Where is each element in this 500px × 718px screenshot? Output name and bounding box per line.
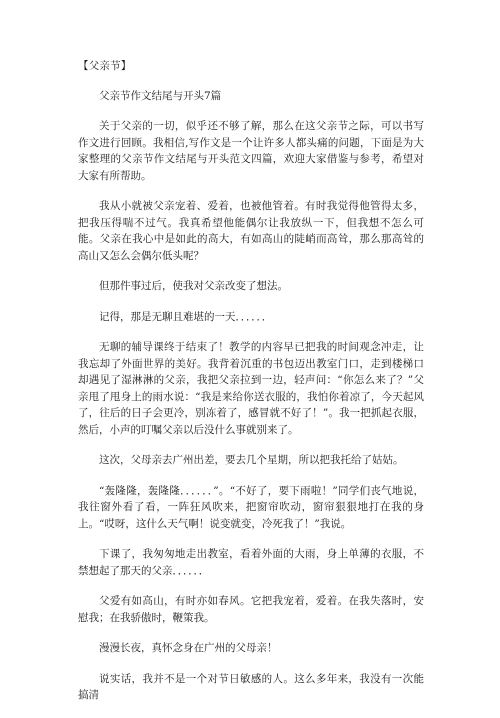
paragraph-intro: 关于父亲的一切，似乎还不够了解，那么在这父亲节之际，可以书写作文进行回顾。我相信,写作文是一个让许多人都头痛的问题，下面是为大家整理的父亲节作文结尾与开头范文四篇，欢迎大家借鉴与参考，希望对大家有所帮助。 xyxy=(78,120,424,182)
document-page xyxy=(78,58,424,718)
paragraph: 但那件事过后，使我对父亲改变了想法。 xyxy=(99,280,288,292)
paragraph: “轰隆隆，轰隆隆．．．．．．”。“不好了，要下雨啦！”同学们丧气地说，我往窗外看了看，一阵狂风吹来，把窗帘吹动，窗帘狠狠地打在我的身上。“哎呀，这什么天气啊！说变就变，冷死我了！”我说。 xyxy=(78,484,424,530)
paragraph: 父爱有如高山，有时亦如春风。它把我宠着，爱着。在我失落时，安慰我；在我骄傲时，鞭策我。 xyxy=(78,595,424,624)
section-tag: 【父亲节】 xyxy=(78,60,132,72)
paragraph: 说实话，我并不是一个对节日敏感的人。这么多年来，我没有一次能搞清 xyxy=(78,672,424,701)
paragraph: 漫漫长夜，真怀念身在广州的父母亲！ xyxy=(99,642,278,654)
article-title: 父亲节作文结尾与开头7篇 xyxy=(99,90,222,102)
paragraph: 无聊的辅导课终于结束了！教学的内容早已把我的时间观念冲走，让我忘却了外面世界的美好。我背着沉重的书包迈出教室门口，走到楼梯口却遇见了湿淋淋的父亲，我把父亲拉到一边，轻声问：“你怎么来了？”父亲甩了甩身上的雨水说：“我是来给你送衣服的，我怕你着凉了，今天起风了，往后的日子会更冷，别冻着了，感冒就不好了！”。我一把抓起衣服，然后，小声的叮嘱父亲以后没什么事就别来了。 xyxy=(78,341,424,436)
paragraph: 记得，那是无聊且难堪的一天．．．．．． xyxy=(99,310,273,323)
paragraph: 我从小就被父亲宠着、爱着，也被他管着。有时我觉得他管得太多，把我压得喘不过气。我真希望他能偶尔让我放纵一下，但我想不怎么可能。父亲在我心中是如此的高大，有如高山的陡峭而高耸，那么那高耸的高山又怎么会偶尔低头呢？ xyxy=(78,200,424,262)
paragraph: 下课了，我匆匆地走出教室，看着外面的大雨，身上单薄的衣服，不禁想起了那天的父亲．．．．．． xyxy=(78,548,424,577)
paragraph: 这次，父母亲去广州出差，要去几个星期，所以把我托给了姑姑。 xyxy=(99,454,404,466)
